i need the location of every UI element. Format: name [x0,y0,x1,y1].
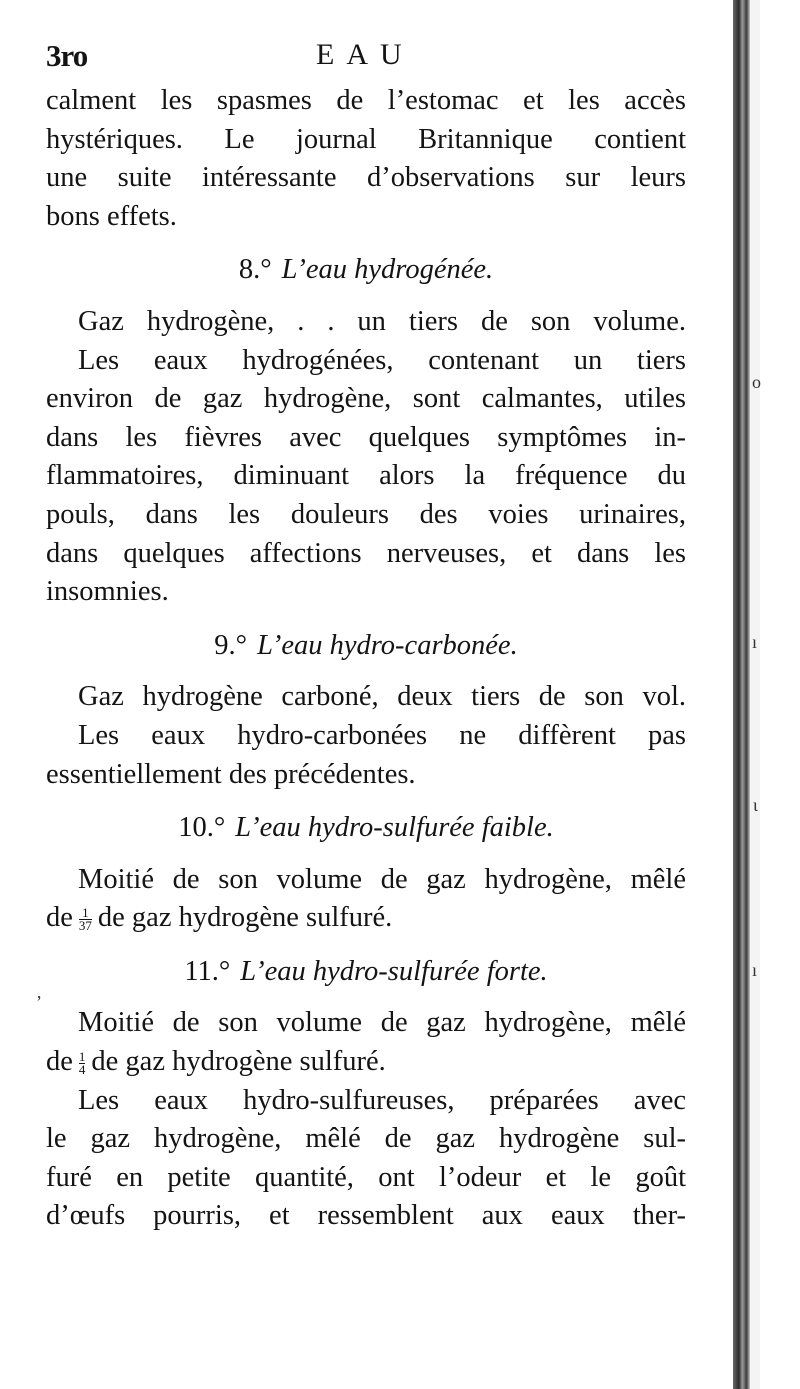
bleed-through-mark: ι [753,795,758,815]
page-number: 3ro [46,38,88,73]
text-fragment: de [46,1046,73,1078]
bleed-through-mark: ı [752,960,758,980]
fraction-denominator: 4 [78,1062,86,1078]
text-line: calment les spasmes de l’estomac et les accès [46,85,686,116]
fraction-numerator: 1 [82,905,89,921]
page-header [46,38,686,78]
section-body-8 [46,303,686,612]
text-line: d’œufs pourris, et ressemblent aux eaux ther- [46,1200,686,1232]
text-line: insomnies. [46,576,169,608]
section-heading-9 [46,627,686,666]
text-line: le gaz hydrogène, mêlé de gaz hydrogène sul- [46,1123,686,1155]
book-spine-shadow [733,0,750,1389]
section-number: 11.° [184,955,231,987]
bleed-through-mark: ʼ [36,992,42,1012]
text-line: une suite intéressante d’observations sur leurs [46,162,686,194]
text-line: pouls, dans les douleurs des voies urinaires, [46,498,686,530]
text-fragment: de [46,902,73,934]
text-line: hystériques. Le journal Britannique contient [46,123,686,155]
section-title: L’eau hydro-sulfurée forte. [240,955,548,987]
text-line: flammatoires, diminuant alors la fréquence du [46,460,686,492]
fraction [79,907,92,932]
section-title: L’eau hydrogénée. [281,254,494,286]
text-line: environ de gaz hydrogène, sont calmantes, utiles [46,383,686,415]
text-line: dans quelques affections nerveuses, et dans les [46,537,686,569]
section-heading-8 [46,251,686,290]
fraction [79,1051,86,1076]
section-number: 9.° [214,629,248,661]
section-heading-10 [46,809,686,848]
formula-line: Moitié de son volume de gaz hydrogène, mêlé [78,863,686,895]
section-title: L’eau hydro-sulfurée faible. [235,812,554,844]
paragraph-continuation [46,82,686,236]
facing-page-edge [750,0,760,1389]
formula-line: Moitié de son volume de gaz hydrogène, mêlé [78,1007,686,1039]
formula-line [46,899,686,938]
section-title: L’eau hydro-carbonée. [257,629,518,661]
text-fragment: de gaz hydrogène sulfuré. [91,1046,386,1078]
text-line: essentiellement des précédentes. [46,758,416,790]
text-line: Les eaux hydro-carbonées ne diffèrent pas [78,719,686,751]
formula-line: Gaz hydrogène, . . un tiers de son volume. [78,305,686,337]
text-line: Les eaux hydro-sulfureuses, préparées avec [78,1084,686,1116]
text-line: Les eaux hydrogénées, contenant un tiers [78,344,686,376]
body-text [46,82,686,1236]
section-number: 10.° [178,812,226,844]
bleed-through-mark: ο [752,372,761,392]
bleed-through-mark: ı [752,632,758,652]
section-body-10 [46,861,686,938]
text-fragment: de gaz hydrogène sulfuré. [97,902,393,934]
formula-line: Gaz hydrogène carboné, deux tiers de son vol. [78,681,686,713]
section-body-9 [46,678,686,794]
text-line: bons effets. [46,200,177,232]
formula-line [46,1043,686,1082]
section-number: 8.° [238,254,272,286]
fraction-denominator: 37 [78,918,92,934]
section-body-11 [46,1004,686,1236]
text-line: dans les fièvres avec quelques symptômes in- [46,421,686,453]
section-heading-11 [46,953,686,992]
fraction-numerator: 1 [78,1049,86,1065]
running-head: EAU [316,38,414,71]
text-line: furé en petite quantité, ont l’odeur et le goût [46,1161,686,1193]
